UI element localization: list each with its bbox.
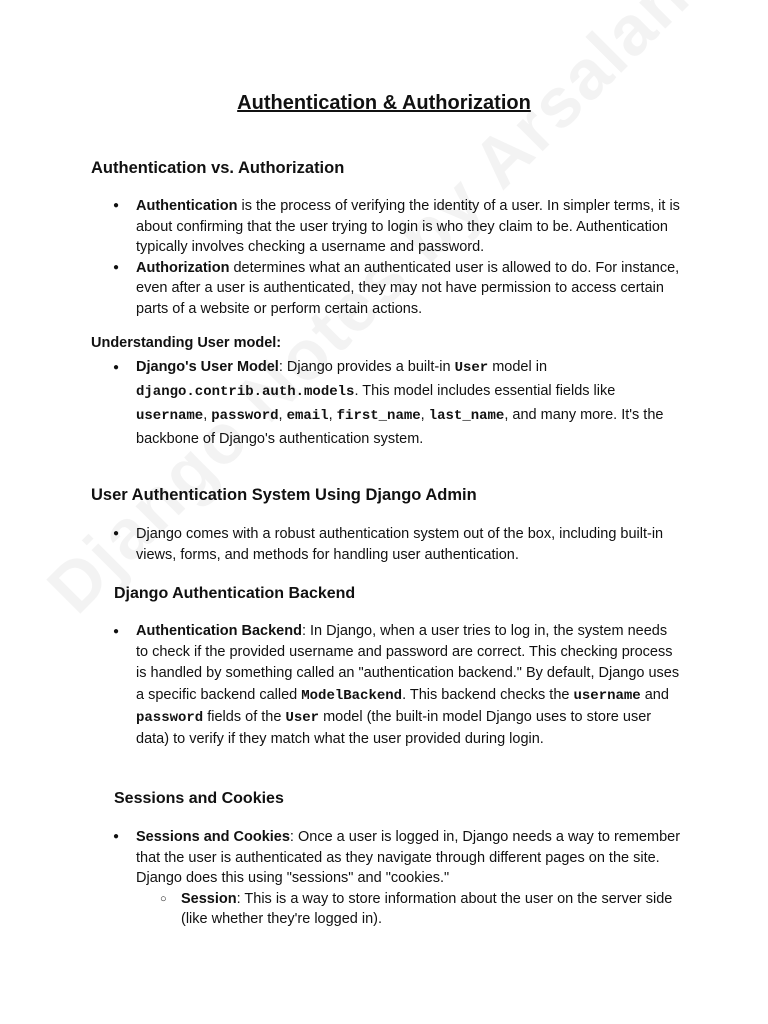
text-authorization: determines what an authenticated user is allowed to do. For instance, even after a user is authenticated, they may not have permission to access certain parts of a website or perform certain actions. bbox=[136, 259, 680, 317]
term-auth-backend: Authentication Backend bbox=[136, 623, 302, 639]
text-part: . This backend checks the bbox=[402, 686, 574, 703]
code-username: username bbox=[573, 687, 641, 704]
separator: , bbox=[328, 407, 337, 423]
term-user-model: Django's User Model bbox=[136, 359, 279, 375]
text-part: . This model includes essential fields like bbox=[354, 383, 616, 399]
separator: , bbox=[203, 407, 212, 423]
sub-item-session bbox=[158, 889, 681, 930]
section-heading-auth-vs-authz: Authentication vs. Authorization bbox=[91, 159, 345, 177]
code-field-email: email bbox=[286, 408, 329, 424]
text-part: , and many more. It's the backbone of Django's authentication system. bbox=[136, 407, 664, 447]
text-auth-system: Django comes with a robust authentication system out of the box, including built-in views, forms, and methods for handling user authentication. bbox=[136, 526, 664, 563]
term-session: Session bbox=[181, 890, 237, 907]
list-item-authentication bbox=[113, 196, 681, 258]
auth-vs-authz-list bbox=[113, 196, 681, 319]
auth-backend-list bbox=[113, 621, 681, 750]
list-item-user-model bbox=[113, 356, 681, 451]
text-part: model (the built-in model Django uses to store user data) to verify if they match what the user provided during login. bbox=[136, 708, 652, 748]
sessions-list bbox=[113, 827, 681, 930]
code-field-password: password bbox=[211, 408, 279, 424]
text-part: and bbox=[640, 686, 669, 703]
user-model-list bbox=[113, 356, 681, 451]
section-heading-sessions: Sessions and Cookies bbox=[114, 790, 284, 807]
list-item-sessions bbox=[113, 827, 681, 930]
section-heading-user-model: Understanding User model: bbox=[91, 335, 282, 351]
text-part: model in bbox=[488, 359, 548, 375]
code-user: User bbox=[285, 709, 320, 726]
separator: , bbox=[420, 407, 429, 423]
text-authentication: is the process of verifying the identity of a user. In simpler terms, it is about confirming that the user trying to login is who they claim to be. Authentication typically involves checking a username and password. bbox=[136, 198, 680, 255]
sessions-sub-list bbox=[136, 889, 681, 930]
code-module: django.contrib.auth.models bbox=[136, 384, 355, 400]
separator: , bbox=[278, 407, 287, 423]
term-authentication: Authentication bbox=[136, 198, 238, 214]
text-part: : Django provides a built-in bbox=[278, 359, 455, 375]
term-sessions: Sessions and Cookies bbox=[136, 829, 290, 845]
auth-system-list bbox=[113, 524, 681, 565]
code-user: User bbox=[454, 360, 489, 376]
section-heading-auth-system: User Authentication System Using Django Admin bbox=[91, 486, 477, 504]
list-item-authorization bbox=[113, 258, 681, 320]
code-field-first-name: first_name bbox=[336, 408, 421, 424]
text-session: : This is a way to store information about the user on the server side (like whether they're logged in). bbox=[181, 890, 673, 927]
code-field-username: username bbox=[136, 408, 204, 424]
section-heading-auth-backend: Django Authentication Backend bbox=[114, 585, 356, 602]
list-item-auth-backend bbox=[113, 621, 681, 750]
code-model-backend: ModelBackend bbox=[301, 687, 403, 704]
code-field-last-name: last_name bbox=[428, 408, 505, 424]
text-part: : In Django, when a user tries to log in, the system needs to check if the provided username and password are correct. This checking process is handled by something called an "authentication backend." By default, Django uses a specific backend called bbox=[136, 623, 680, 703]
text-part: fields of the bbox=[203, 708, 286, 725]
term-authorization: Authorization bbox=[136, 259, 230, 276]
text-sessions: : Once a user is logged in, Django needs a way to remember that the user is authenticated as they navigate through different pages on the site. Django does this using "sessions" and "cookies." bbox=[136, 829, 681, 886]
page-title: Authentication & Authorization bbox=[237, 92, 531, 114]
list-item-auth-system bbox=[113, 524, 681, 565]
code-password: password bbox=[136, 709, 204, 726]
